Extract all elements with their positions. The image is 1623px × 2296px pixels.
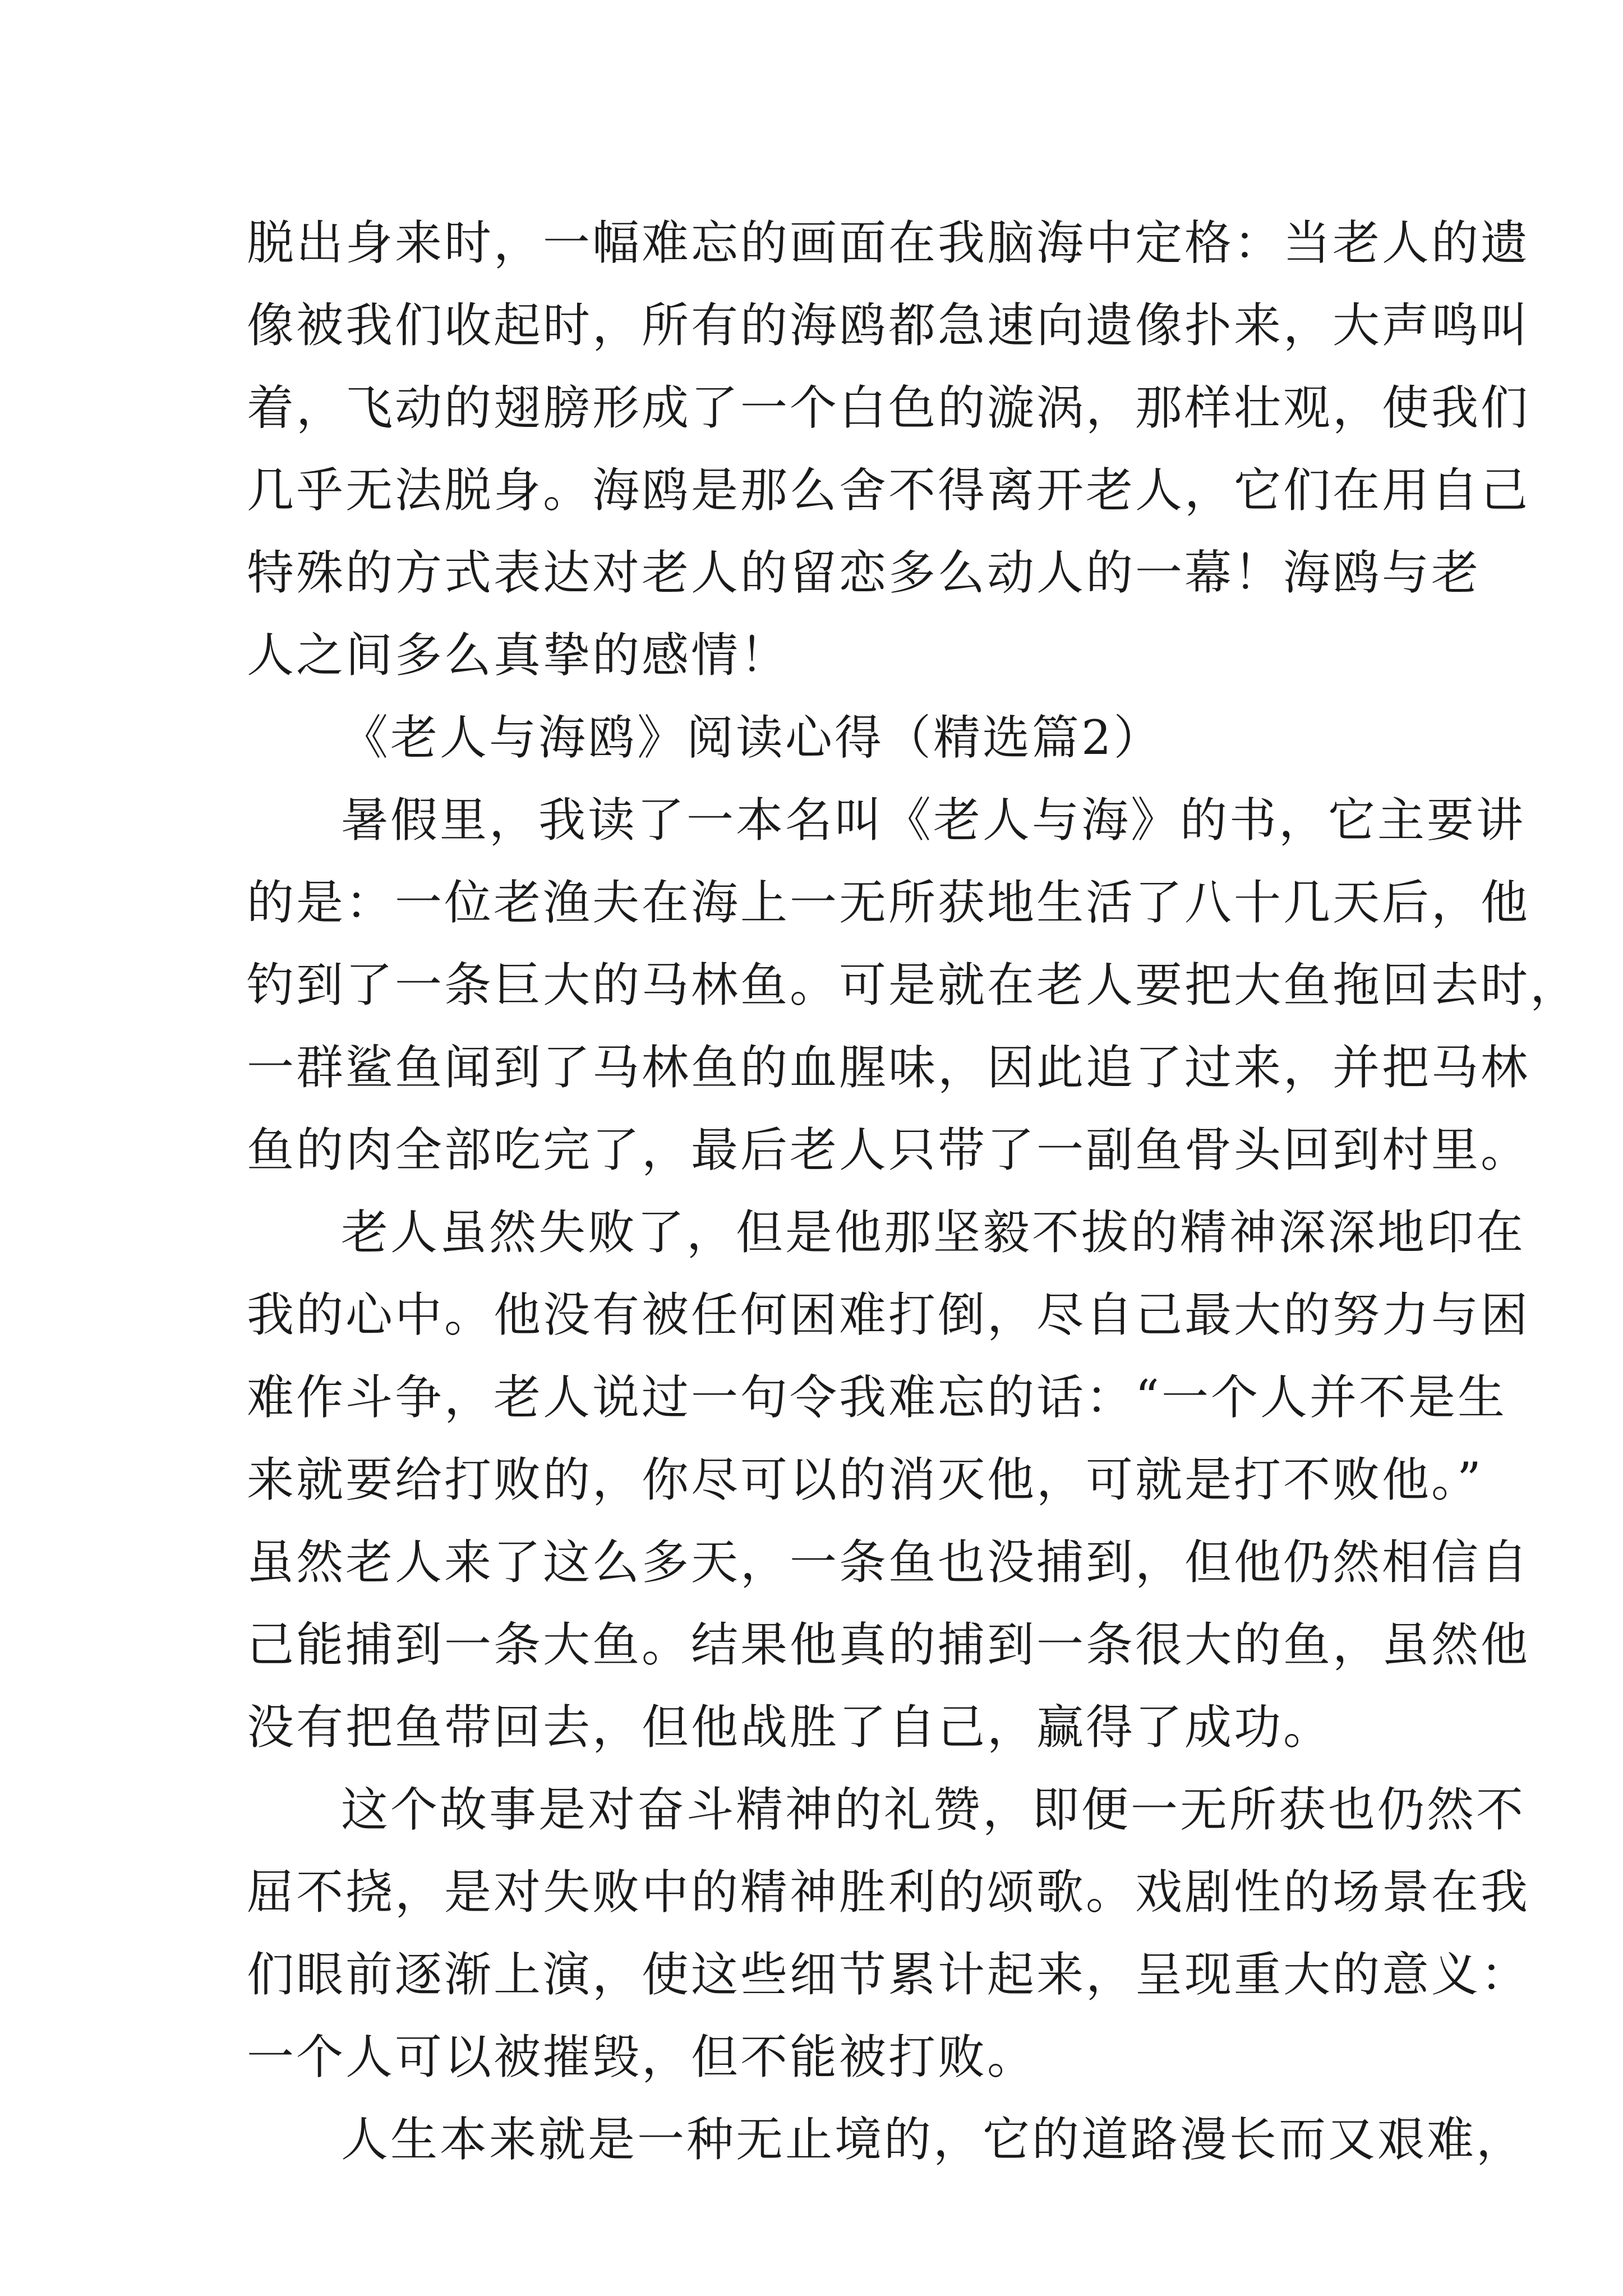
section-heading: 《老人与海鸥》阅读心得（精选篇2） [341, 710, 1163, 765]
text-line: 鱼的肉全部吃完了，最后老人只带了一副鱼骨头回到村里。 [247, 1122, 1530, 1177]
text-line: 己能捕到一条大鱼。结果他真的捕到一条很大的鱼，虽然他 [247, 1617, 1530, 1672]
text-line: 我的心中。他没有被任何困难打倒，尽自己最大的努力与困 [247, 1287, 1530, 1342]
text-line: 老人虽然失败了，但是他那坚毅不拔的精神深深地印在 [341, 1205, 1526, 1260]
text-line: 人之间多么真挚的感情！ [247, 628, 790, 683]
text-line: 的是：一位老渔夫在海上一无所获地生活了八十几天后，他 [247, 875, 1530, 930]
text-line: 们眼前逐渐上演，使这些细节累计起来，呈现重大的意义： [247, 1947, 1530, 2002]
text-line: 特殊的方式表达对老人的留恋多么动人的一幕！海鸥与老 [247, 545, 1481, 600]
text-line: 来就要给打败的，你尽可以的消灭他，可就是打不败他。” [247, 1452, 1483, 1507]
text-line: 着，飞动的翅膀形成了一个白色的漩涡，那样壮观，使我们 [247, 380, 1530, 435]
text-line: 人生本来就是一种无止境的，它的道路漫长而又艰难， [341, 2112, 1526, 2167]
text-line: 脱出身来时，一幅难忘的画面在我脑海中定格：当老人的遗 [247, 215, 1530, 270]
text-line: 屈不挠，是对失败中的精神胜利的颂歌。戏剧性的场景在我 [247, 1865, 1530, 1920]
text-line: 一个人可以被摧毁，但不能被打败。 [247, 2030, 1037, 2085]
text-line: 暑假里，我读了一本名叫《老人与海》的书，它主要讲 [341, 793, 1526, 848]
text-line: 一群鲨鱼闻到了马林鱼的血腥味，因此追了过来，并把马林 [247, 1040, 1530, 1095]
text-line: 没有把鱼带回去，但他战胜了自己，赢得了成功。 [247, 1700, 1333, 1755]
text-line: 这个故事是对奋斗精神的礼赞，即便一无所获也仍然不 [341, 1782, 1526, 1837]
body-text [247, 202, 1580, 2181]
text-line: 虽然老人来了这么多天，一条鱼也没捕到，但他仍然相信自 [247, 1535, 1530, 1590]
text-line: 像被我们收起时，所有的海鸥都急速向遗像扑来，大声鸣叫 [247, 298, 1530, 353]
text-line: 几乎无法脱身。海鸥是那么舍不得离开老人，它们在用自己 [247, 463, 1530, 518]
text-line: 难作斗争，老人说过一句令我难忘的话：“一个人并不是生 [247, 1370, 1507, 1425]
text-line: 钓到了一条巨大的马林鱼。可是就在老人要把大鱼拖回去时， [247, 958, 1580, 1013]
